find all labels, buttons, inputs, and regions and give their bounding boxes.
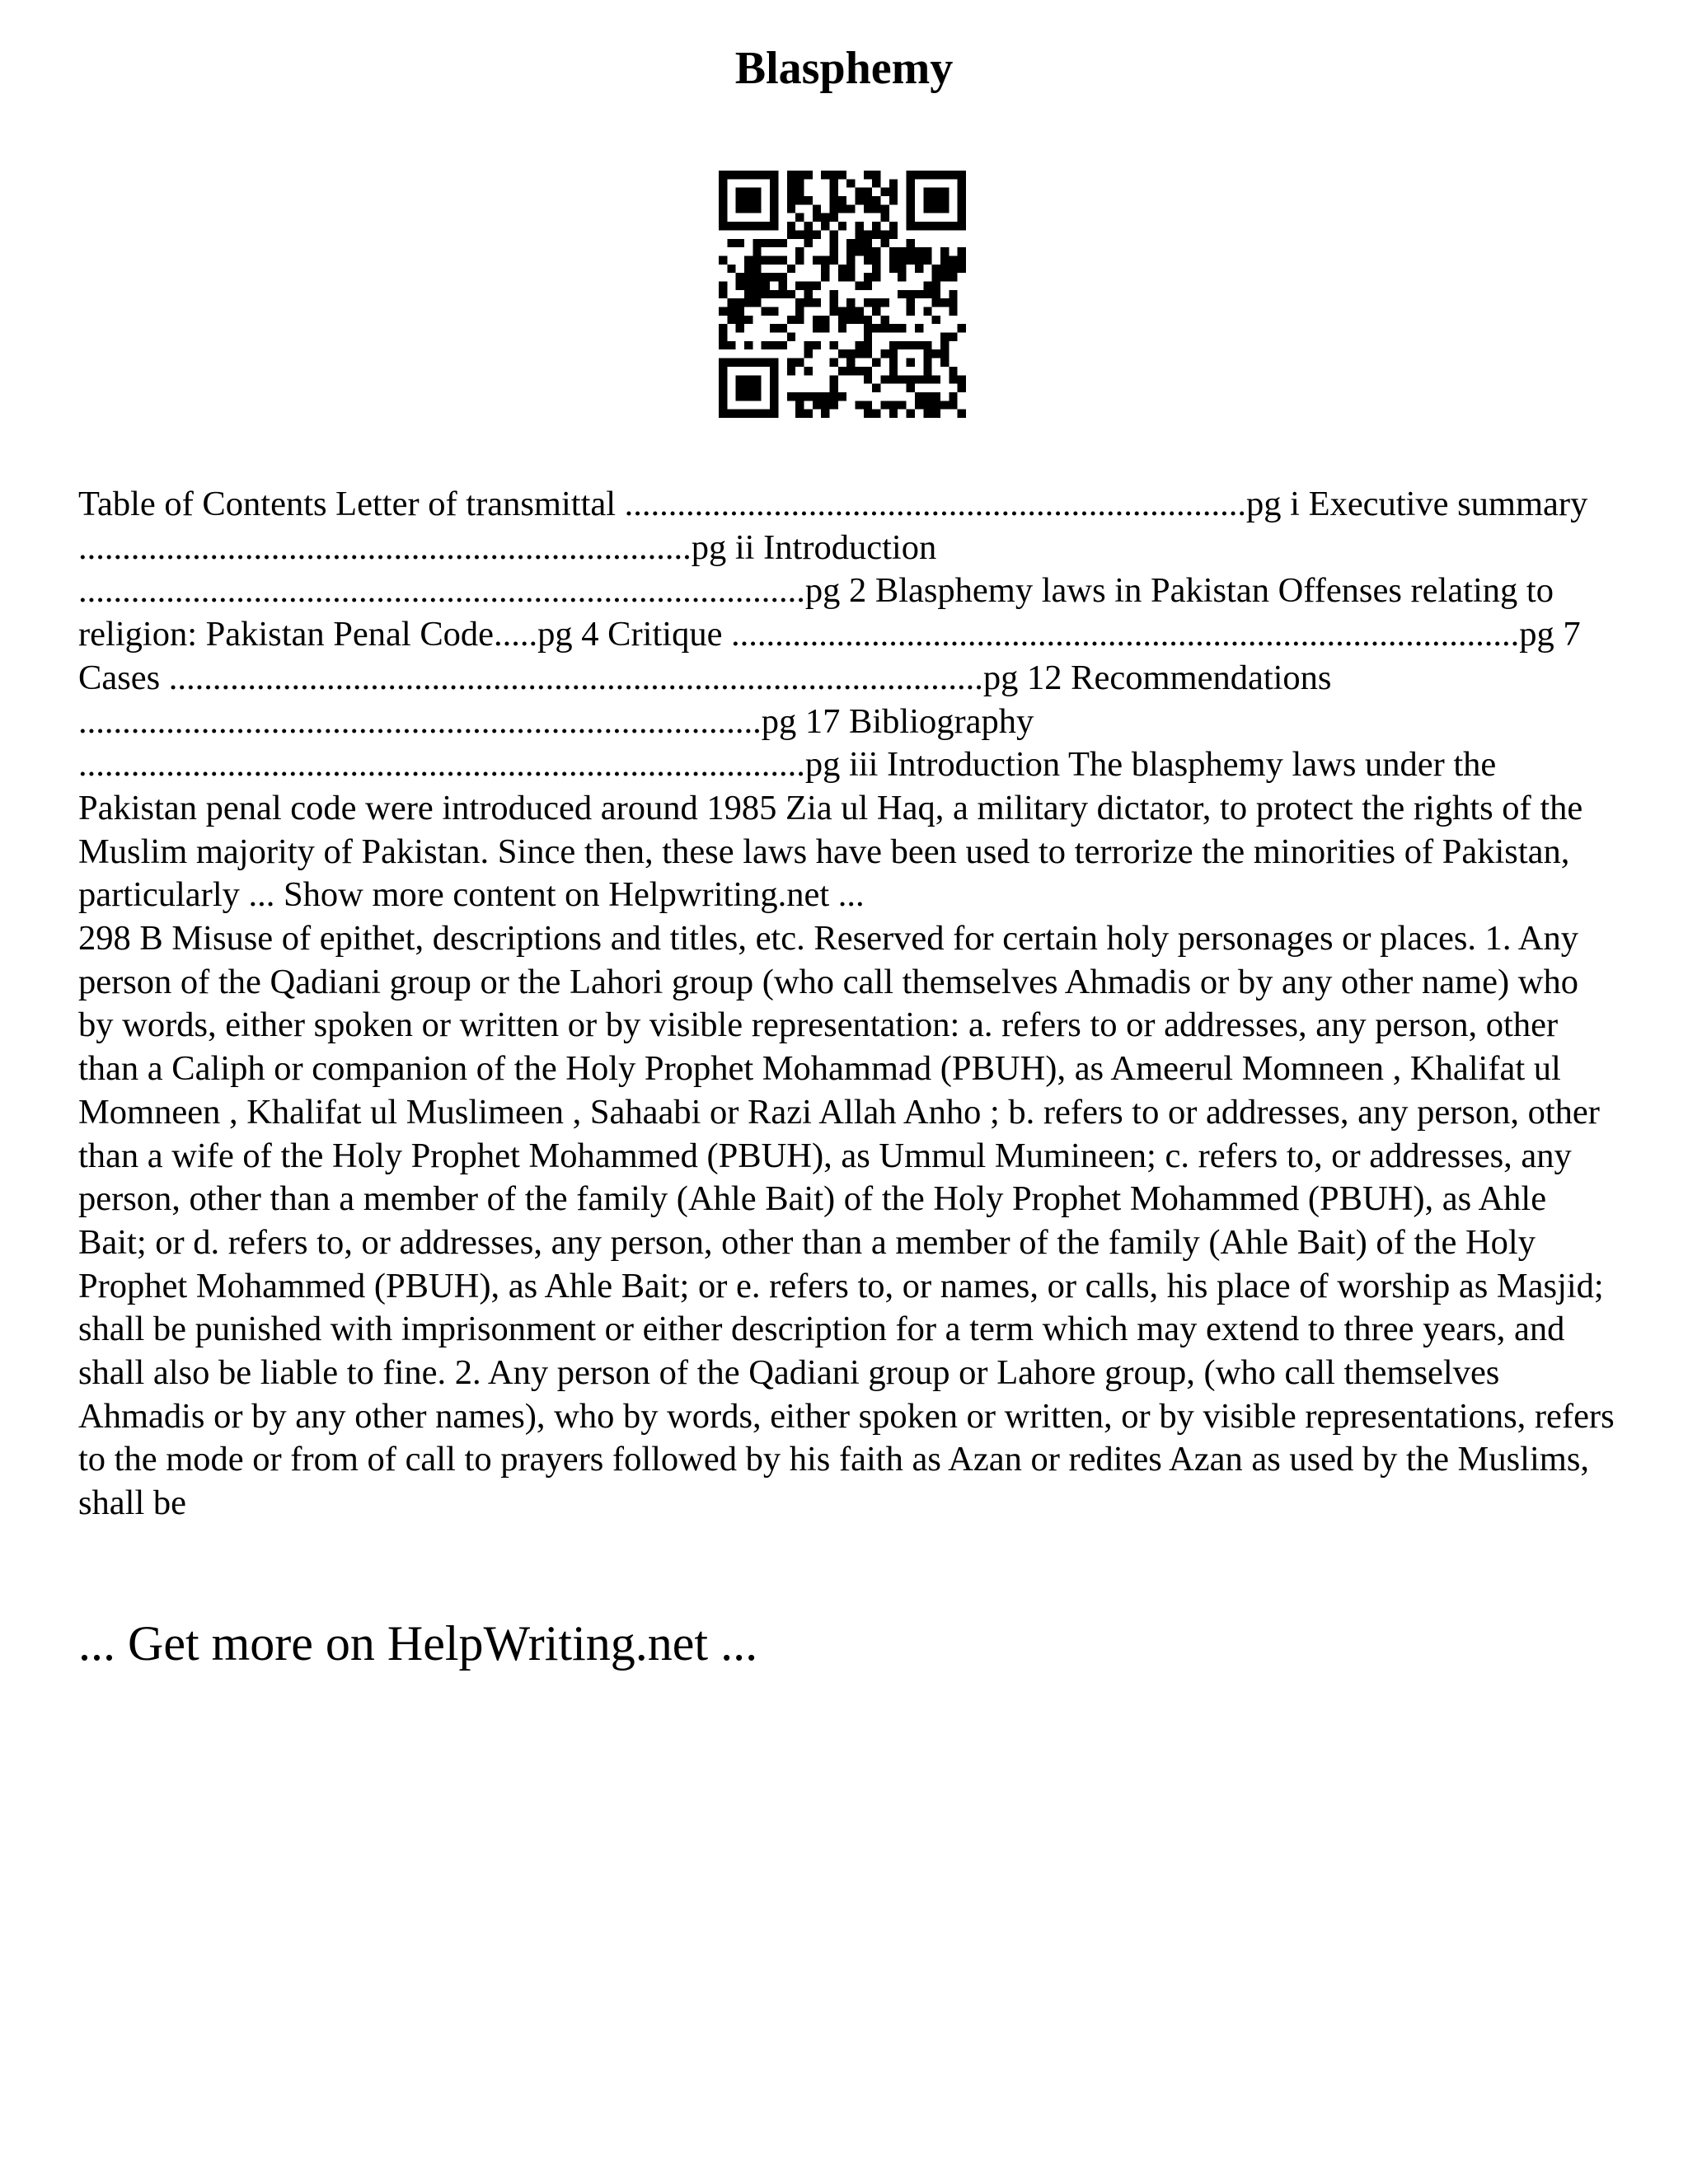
get-more-link[interactable]: ... Get more on HelpWriting.net ... (78, 1616, 758, 1671)
document-body (78, 483, 1616, 1526)
table-of-contents-paragraph: Table of Contents Letter of transmittal .......................................................................pg i Executive summary ......................................................................pg ii Introduction ...................................................................................pg 2 Blasphemy laws in Pakistan Offenses relating to religion: Pakistan Penal Code.....pg 4 Critique ..........................................................................................pg 7 Cases .............................................................................................pg 12 Recommendations ..............................................................................pg 17 Bibliography ...................................................................................pg iii Introduction The blasphemy laws under the Pakistan penal code were introduced around 1985 Zia ul Haq, a military dictator, to protect the rights of the Muslim majority of Pakistan. Since then, these laws have been used to terrorize the minorities of Pakistan, particularly ... Show more content on Helpwriting.net ... (78, 485, 1588, 915)
qr-code-icon[interactable] (719, 171, 966, 418)
document-title: Blasphemy (734, 43, 954, 94)
section-298b-paragraph: 298 B Misuse of epithet, descriptions and titles, etc. Reserved for certain holy personages or places. 1. Any person of the Qadiani group or the Lahori group (who call themselves Ahmadis or by any other name) who by words, either spoken or written or by visible representation: a. refers to or addresses, any person, other than a Caliph or companion of the Holy Prophet Mohammad (PBUH), as Ameerul Momneen , Khalifat ul Momneen , Khalifat ul Muslimeen , Sahaabi or Razi Allah Anho ; b. refers to or addresses, any person, other than a wife of the Holy Prophet Mohammed (PBUH), as Ummul Mumineen; c. refers to, or addresses, any person, other than a member of the family (Ahle Bait) of the Holy Prophet Mohammed (PBUH), as Ahle Bait; or d. refers to, or addresses, any person, other than a member of the family (Ahle Bait) of the Holy Prophet Mohammed (PBUH), as Ahle Bait; or e. refers to, or names, or calls, his place of worship as Masjid; shall be punished with imprisonment or either description for a term which may extend to three years, and shall also be liable to fine. 2. Any person of the Qadiani group or Lahore group, (who call themselves Ahmadis or by any other names), who by words, either spoken or written, or by visible representations, refers to the mode or from of call to prayers followed by his faith as Azan or redites Azan as used by the Muslims, shall be (78, 919, 1615, 1523)
